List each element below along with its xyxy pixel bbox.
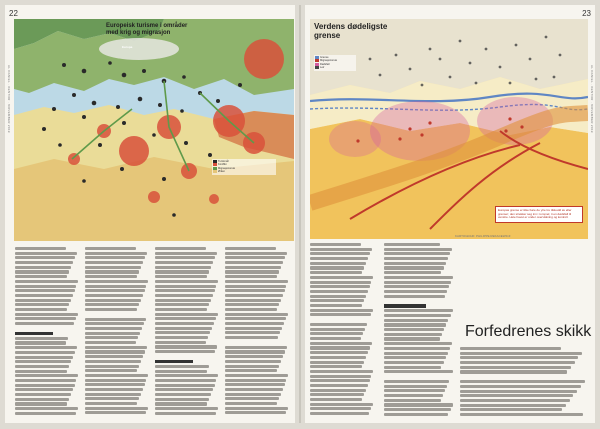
text-line	[155, 317, 216, 320]
text-line	[85, 261, 143, 264]
text-line	[384, 380, 449, 383]
text-line	[85, 270, 139, 273]
text-line	[15, 280, 78, 283]
text-line	[384, 290, 447, 293]
text-line	[384, 252, 450, 255]
text-line	[15, 346, 77, 349]
text-line	[225, 369, 277, 372]
paragraph-gap	[85, 313, 149, 318]
text-line	[310, 407, 371, 410]
text-line	[384, 266, 444, 269]
text-line	[384, 413, 448, 416]
text-line	[384, 352, 448, 355]
right-page	[305, 5, 595, 423]
text-line	[310, 356, 366, 359]
text-line	[310, 346, 370, 349]
map-callout: Europas grense er ikke bare de ytre tre tilskudd av eller grenser; den strekker seg inn i rommet; ti en dødsfall til venstre. Hele havet er under overvåkning og kontroll.	[495, 206, 583, 223]
text-line	[384, 385, 447, 388]
text-line	[225, 270, 279, 273]
text-line	[384, 309, 453, 312]
text-line	[384, 333, 442, 336]
text-line	[225, 336, 278, 339]
text-line	[15, 317, 76, 320]
text-line	[460, 404, 566, 407]
text-line	[225, 299, 281, 302]
text-line	[85, 350, 145, 353]
spread-gutter	[299, 5, 301, 423]
text-line	[15, 256, 75, 259]
text-line	[155, 303, 209, 306]
text-line	[85, 266, 141, 269]
text-line	[310, 271, 362, 274]
subheading-line	[384, 304, 426, 307]
page-number-left: 22	[9, 9, 18, 18]
hotspot-circle	[119, 136, 149, 166]
legend-item: Turistmål	[213, 160, 275, 163]
text-line	[155, 374, 218, 377]
text-line	[155, 275, 207, 278]
text-line	[225, 388, 283, 391]
text-line	[85, 247, 136, 250]
text-line	[460, 366, 571, 369]
text-column	[85, 247, 149, 416]
text-line	[15, 270, 69, 273]
text-line	[384, 337, 440, 340]
text-line	[225, 275, 277, 278]
text-line	[384, 295, 445, 298]
right-map-legend	[314, 55, 356, 71]
text-line	[15, 384, 75, 387]
text-line	[384, 366, 441, 369]
text-line	[384, 262, 446, 265]
text-line	[384, 314, 451, 317]
text-line	[225, 327, 282, 330]
text-line	[384, 271, 441, 274]
text-line	[310, 266, 364, 269]
text-line	[85, 341, 136, 344]
text-line	[15, 398, 69, 401]
text-line	[225, 313, 288, 316]
text-line	[155, 261, 213, 264]
text-line	[225, 331, 280, 334]
text-line	[310, 290, 368, 293]
text-line	[225, 360, 281, 363]
text-line	[155, 331, 210, 334]
text-line	[460, 352, 582, 355]
article-headline: Forfedrenes skikk	[465, 323, 592, 340]
text-line	[460, 370, 567, 373]
text-line	[310, 332, 363, 335]
text-line	[225, 355, 283, 358]
text-line	[310, 285, 370, 288]
text-line	[155, 379, 216, 382]
text-line	[384, 281, 451, 284]
text-line	[85, 327, 142, 330]
text-line	[15, 303, 69, 306]
death-zone	[329, 121, 381, 157]
running-head-left: AL DANIEL · KENTOR · NOVEMBER 2019	[7, 65, 11, 133]
text-line	[85, 289, 145, 292]
left-page	[5, 5, 295, 423]
text-line	[225, 266, 281, 269]
text-line	[460, 399, 570, 402]
text-line	[15, 407, 78, 410]
text-line	[310, 276, 373, 279]
text-line	[384, 257, 448, 260]
text-line	[15, 285, 76, 288]
text-line	[384, 403, 453, 406]
text-line	[155, 345, 217, 348]
text-line	[225, 397, 279, 400]
text-line	[310, 248, 372, 251]
text-line	[155, 266, 211, 269]
text-line	[310, 323, 367, 326]
text-line	[15, 351, 75, 354]
text-line	[85, 299, 141, 302]
text-line	[384, 408, 451, 411]
text-line	[310, 262, 366, 265]
map-label-europe: Europa	[122, 45, 133, 49]
text-line	[15, 393, 71, 396]
map-credit: KARTOGRAFI: PHILIPPE REKACEWICZ	[455, 234, 511, 238]
text-line	[310, 337, 361, 340]
text-line	[310, 313, 371, 316]
left-map-graphic	[14, 19, 294, 241]
text-line	[85, 374, 148, 377]
text-line	[85, 393, 141, 396]
hotspot-circle	[244, 39, 284, 79]
text-line	[155, 294, 213, 297]
intro-text	[460, 347, 586, 419]
text-line	[384, 394, 443, 397]
text-line	[85, 256, 145, 259]
left-map-legend	[212, 159, 276, 175]
text-line	[155, 407, 218, 410]
text-line	[15, 308, 67, 311]
text-line	[225, 285, 286, 288]
text-line	[85, 383, 145, 386]
text-line	[310, 299, 364, 302]
text-line	[225, 247, 276, 250]
text-line	[155, 402, 207, 405]
text-line	[15, 252, 77, 255]
text-line	[460, 390, 577, 393]
text-line	[384, 328, 444, 331]
text-line	[155, 398, 209, 401]
text-line	[15, 289, 75, 292]
text-line	[15, 337, 68, 340]
text-line	[225, 379, 286, 382]
text-line	[15, 341, 66, 344]
text-line	[225, 317, 286, 320]
legend-item: Ørken	[213, 170, 275, 173]
text-line	[225, 280, 288, 283]
text-line	[460, 361, 575, 364]
text-line	[155, 327, 212, 330]
text-line	[310, 243, 361, 246]
left-body-text	[15, 247, 291, 419]
text-line	[310, 281, 371, 284]
text-line	[155, 256, 215, 259]
text-line	[85, 355, 143, 358]
running-head-right: AL DANIEL · KENTOR · NOVEMBER 2019	[590, 65, 594, 133]
text-line	[85, 294, 143, 297]
text-line	[225, 350, 285, 353]
text-line	[15, 379, 76, 382]
text-line	[310, 304, 362, 307]
text-line	[310, 328, 365, 331]
text-line	[460, 356, 578, 359]
text-line	[155, 289, 215, 292]
text-line	[225, 252, 287, 255]
text-line	[225, 256, 285, 259]
text-column	[384, 243, 454, 417]
text-line	[85, 402, 137, 405]
text-line	[15, 412, 76, 415]
text-line	[85, 411, 146, 414]
text-line	[384, 323, 446, 326]
text-line	[384, 342, 452, 345]
text-line	[310, 412, 369, 415]
text-line	[310, 365, 362, 368]
text-column	[155, 247, 219, 416]
page-number-right: 23	[582, 9, 591, 18]
hotspot-circle	[209, 194, 219, 204]
text-line	[155, 341, 206, 344]
text-line	[310, 257, 368, 260]
text-line	[155, 388, 213, 391]
text-line	[15, 365, 69, 368]
text-line	[310, 370, 373, 373]
text-line	[384, 347, 450, 350]
text-line	[155, 412, 216, 415]
text-line	[155, 370, 207, 373]
text-line	[15, 261, 73, 264]
text-line	[460, 347, 561, 350]
legend-item: Grense	[315, 56, 355, 59]
text-line	[85, 332, 140, 335]
hotspot-circle	[148, 191, 160, 203]
text-line	[225, 402, 277, 405]
text-line	[155, 365, 209, 368]
text-line	[15, 299, 71, 302]
text-line	[155, 270, 209, 273]
text-line	[460, 380, 585, 383]
text-line	[85, 397, 139, 400]
text-line	[15, 275, 67, 278]
text-line	[155, 285, 216, 288]
text-line	[15, 247, 66, 250]
text-line	[310, 375, 371, 378]
text-column	[460, 347, 586, 418]
text-line	[85, 336, 138, 339]
text-line	[225, 411, 286, 414]
legend-item: Dødsfall	[315, 63, 355, 66]
text-line	[310, 403, 373, 406]
text-line	[225, 308, 277, 311]
text-line	[85, 379, 146, 382]
text-line	[310, 342, 372, 345]
text-line	[384, 356, 446, 359]
subheading-line	[15, 332, 53, 335]
text-line	[225, 289, 285, 292]
text-line	[384, 389, 445, 392]
text-line	[85, 285, 146, 288]
text-line	[15, 360, 71, 363]
text-line	[85, 322, 144, 325]
text-line	[85, 252, 147, 255]
text-line	[225, 365, 279, 368]
text-line	[225, 346, 287, 349]
text-line	[85, 280, 148, 283]
map-alps	[99, 38, 179, 60]
text-line	[310, 295, 366, 298]
text-line	[225, 393, 281, 396]
text-line	[225, 261, 283, 264]
text-line	[384, 243, 440, 246]
text-line	[15, 266, 71, 269]
text-line	[310, 384, 368, 387]
text-line	[460, 413, 583, 416]
left-map	[14, 19, 294, 241]
legend-item: Migrasjonsrute	[315, 59, 355, 62]
text-line	[155, 299, 211, 302]
left-map-title: Europeisk turisme i områder med krig og migrasjon	[106, 23, 188, 36]
text-line	[15, 356, 73, 359]
text-line	[460, 408, 562, 411]
text-line	[310, 389, 366, 392]
text-line	[384, 399, 441, 402]
text-line	[310, 309, 373, 312]
legend-item: Konflikt	[213, 163, 275, 166]
text-line	[384, 319, 448, 322]
text-line	[15, 402, 67, 405]
text-line	[310, 351, 368, 354]
text-line	[85, 308, 137, 311]
text-line	[15, 374, 78, 377]
text-line	[85, 346, 147, 349]
text-line	[85, 388, 143, 391]
text-line	[85, 275, 137, 278]
text-line	[155, 384, 215, 387]
text-line	[155, 280, 218, 283]
text-line	[155, 393, 211, 396]
text-line	[225, 383, 285, 386]
text-line	[225, 374, 288, 377]
text-line	[225, 294, 283, 297]
text-line	[384, 361, 444, 364]
text-line	[15, 294, 73, 297]
text-line	[310, 393, 364, 396]
text-line	[85, 303, 139, 306]
text-line	[155, 336, 208, 339]
text-line	[85, 407, 148, 410]
text-line	[384, 248, 452, 251]
legend-item: Leir	[315, 66, 355, 69]
text-line	[310, 398, 362, 401]
text-line	[310, 361, 364, 364]
text-line	[15, 388, 73, 391]
text-line	[310, 252, 370, 255]
subheading-line	[155, 360, 193, 363]
text-line	[384, 370, 453, 373]
text-line	[384, 276, 453, 279]
text-line	[155, 322, 214, 325]
text-column	[15, 247, 79, 416]
text-line	[384, 285, 449, 288]
text-line	[225, 322, 284, 325]
text-line	[225, 303, 279, 306]
text-column	[310, 243, 374, 417]
text-line	[85, 365, 139, 368]
text-line	[155, 308, 207, 311]
text-line	[15, 322, 74, 325]
text-line	[15, 313, 78, 316]
right-map-title: Verdens dødeligste grense	[314, 22, 388, 40]
text-line	[460, 394, 573, 397]
text-line	[225, 407, 288, 410]
right-body-text	[310, 243, 460, 419]
text-line	[155, 252, 217, 255]
text-line	[155, 350, 215, 353]
text-line	[85, 318, 146, 321]
hotspot-circle	[68, 153, 80, 165]
text-line	[155, 247, 206, 250]
text-line	[460, 385, 581, 388]
text-column	[225, 247, 289, 416]
text-line	[85, 360, 141, 363]
text-line	[310, 379, 370, 382]
text-line	[155, 313, 218, 316]
text-line	[15, 370, 67, 373]
text-line	[85, 369, 137, 372]
legend-item: Migrasjonsrute	[213, 167, 275, 170]
